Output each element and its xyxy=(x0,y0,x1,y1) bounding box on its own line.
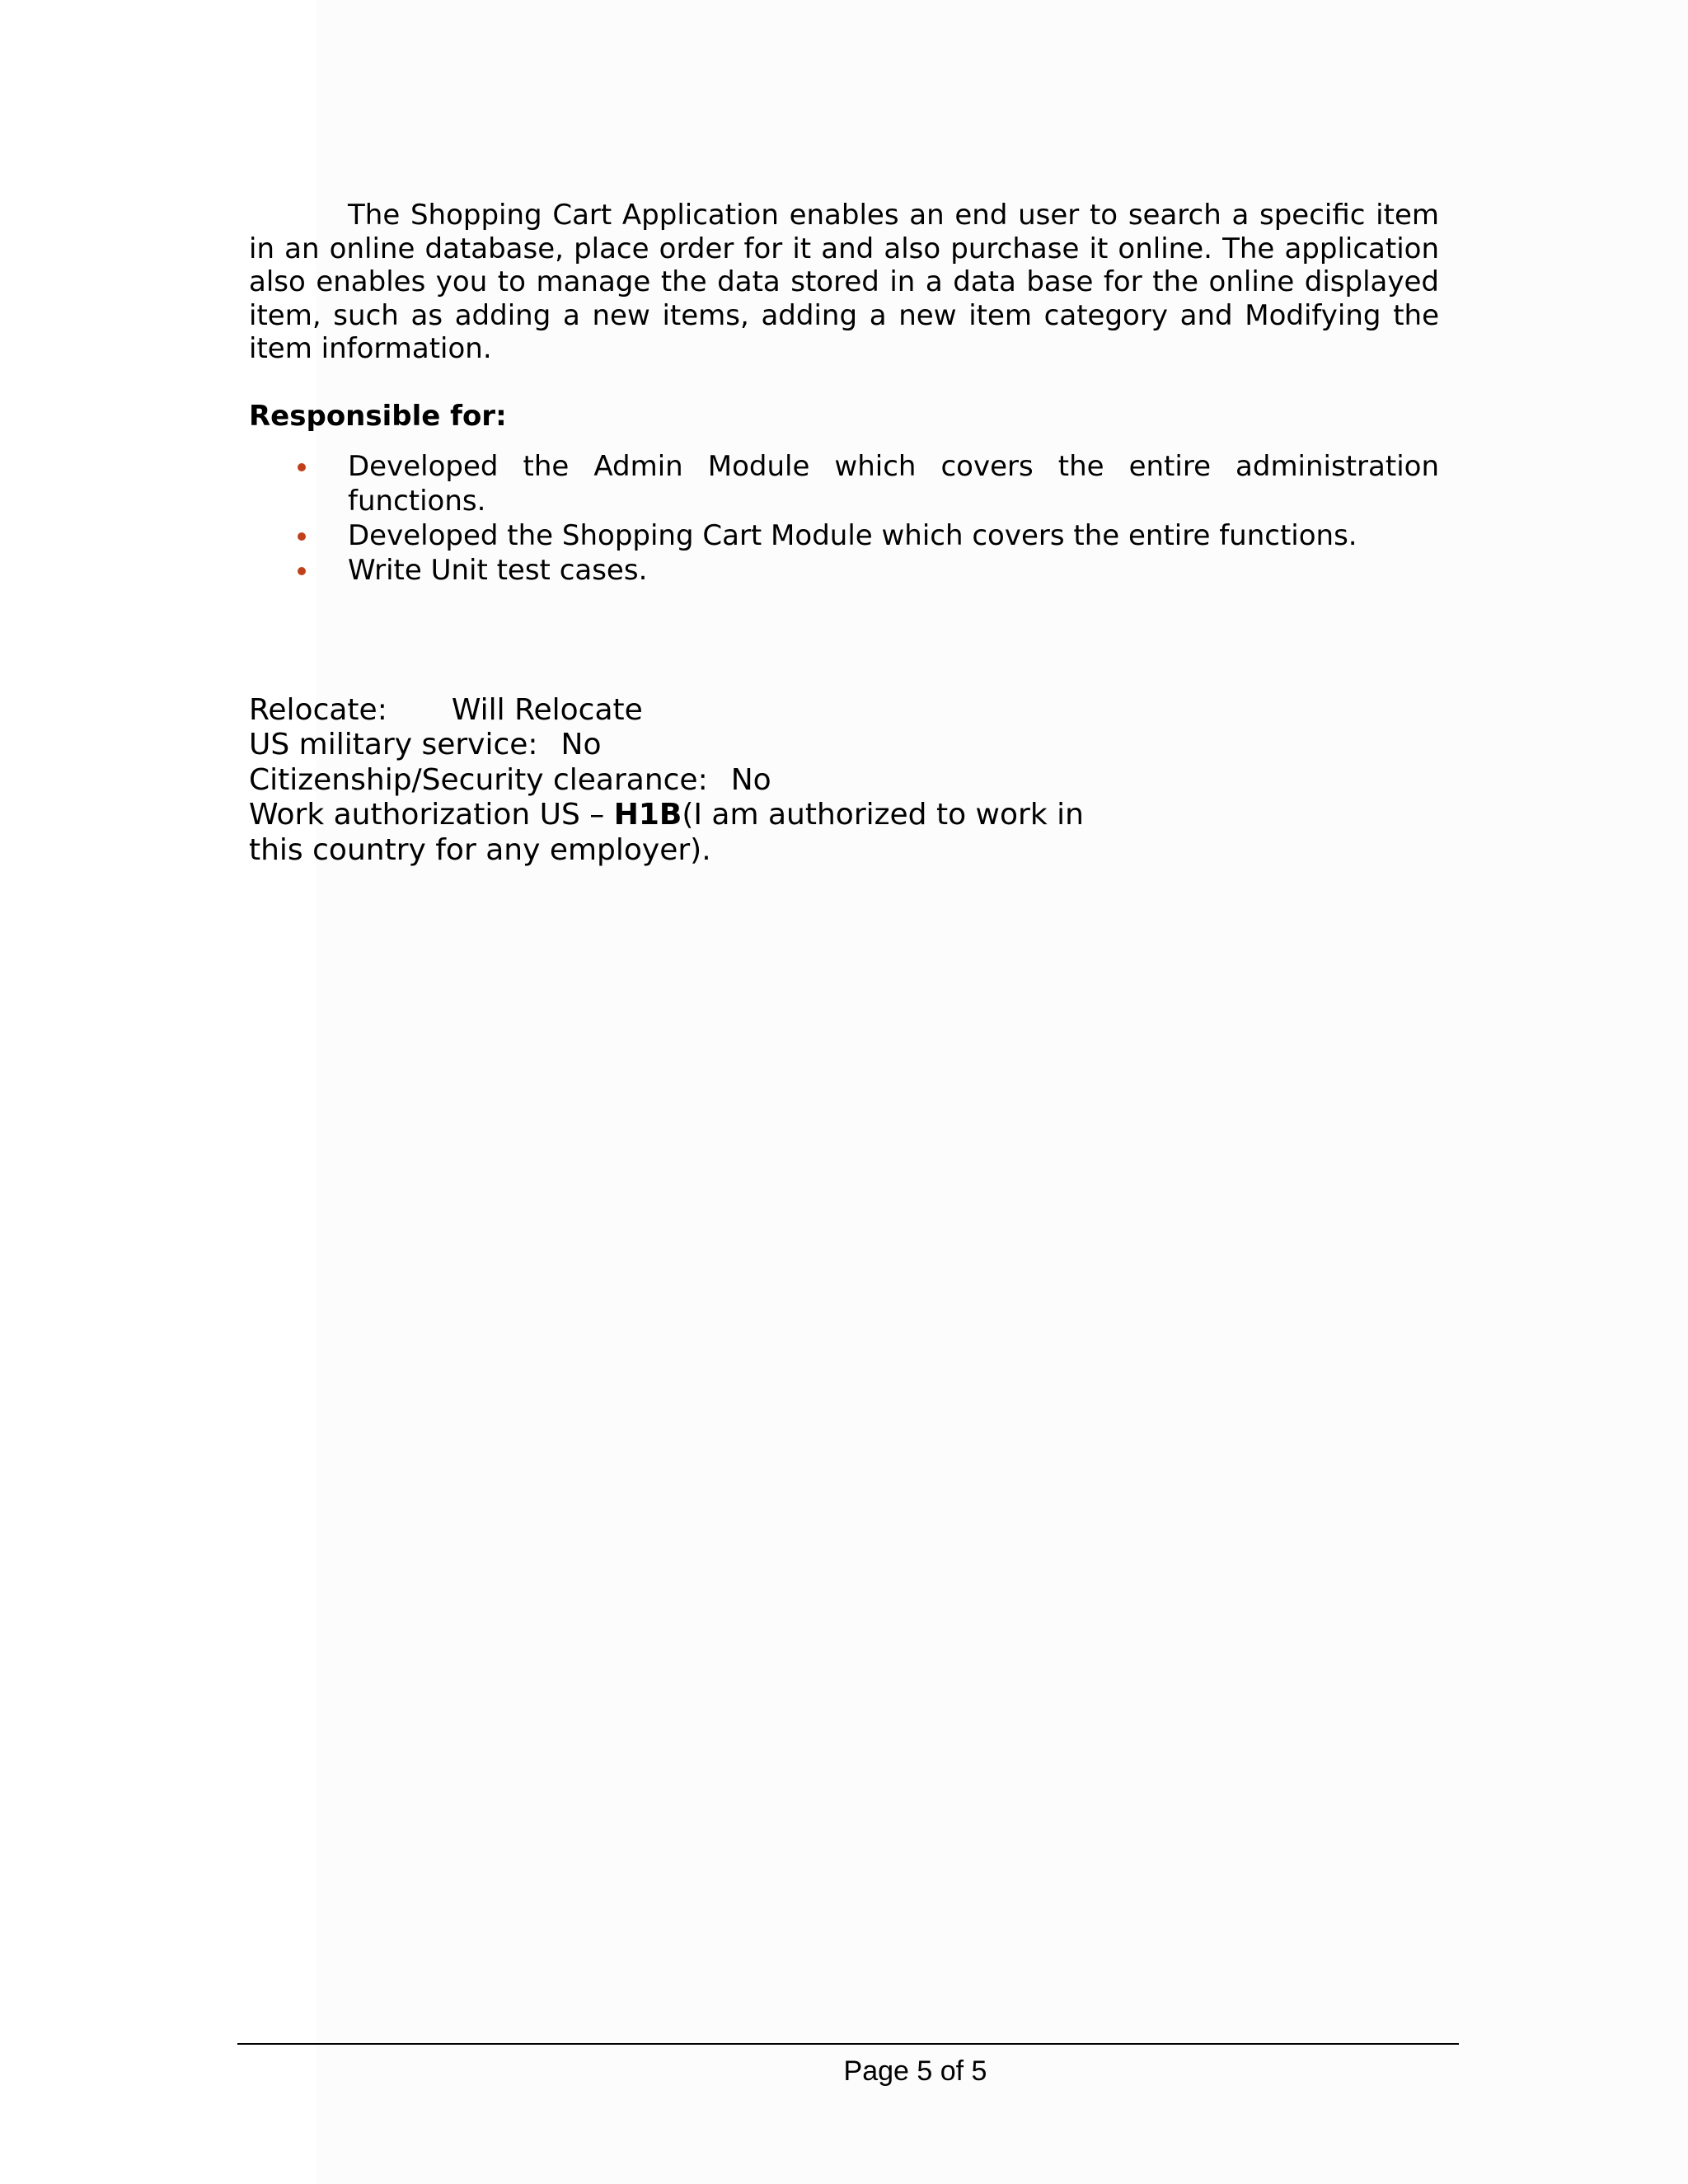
list-item-text: Developed the Shopping Cart Module which covers the entire functions. xyxy=(348,519,1357,552)
list-item-text: Write Unit test cases. xyxy=(348,554,648,587)
responsibilities-list xyxy=(249,449,1439,588)
relocate-label: Relocate: xyxy=(249,693,387,727)
list-item-text-line2: functions. xyxy=(348,485,486,518)
intro-paragraph: The Shopping Cart Application enables an end user to search a specific item in an online database, place order for it and also purchase it online. The application also enables you to manage the data stored in a data base for the online displayed item, such as adding a new items, adding a new item category and Modifying the item information. xyxy=(249,199,1439,365)
military-label: US military service: xyxy=(249,728,538,762)
military-row xyxy=(249,728,1084,762)
work-authorization-row-2 xyxy=(249,833,1084,868)
list-item xyxy=(249,449,1439,518)
work-auth-line2: this country for any employer). xyxy=(249,832,711,867)
work-auth-visa: H1B xyxy=(613,798,682,832)
military-value: No xyxy=(560,728,602,762)
list-item-text-line1: Developed the Admin Module which covers the entire administration xyxy=(348,450,1439,483)
bullet-icon xyxy=(298,463,306,471)
citizenship-value: No xyxy=(730,762,771,797)
page-number: Page 5 of 5 xyxy=(843,2055,987,2087)
bullet-icon xyxy=(298,532,306,541)
citizenship-row xyxy=(249,763,1084,798)
bullet-icon xyxy=(298,567,306,575)
candidate-details xyxy=(249,693,1084,868)
relocate-value: Will Relocate xyxy=(451,693,643,727)
work-auth-suffix: (I am authorized to work in xyxy=(682,798,1084,832)
relocate-row xyxy=(249,693,1084,728)
list-item xyxy=(249,553,1439,588)
citizenship-label: Citizenship/Security clearance: xyxy=(249,762,708,797)
footer-divider xyxy=(237,2043,1459,2045)
responsibilities-heading: Responsible for: xyxy=(249,400,507,433)
work-auth-prefix: Work authorization US – xyxy=(249,798,614,832)
list-item xyxy=(249,518,1439,553)
work-authorization-row xyxy=(249,798,1084,832)
